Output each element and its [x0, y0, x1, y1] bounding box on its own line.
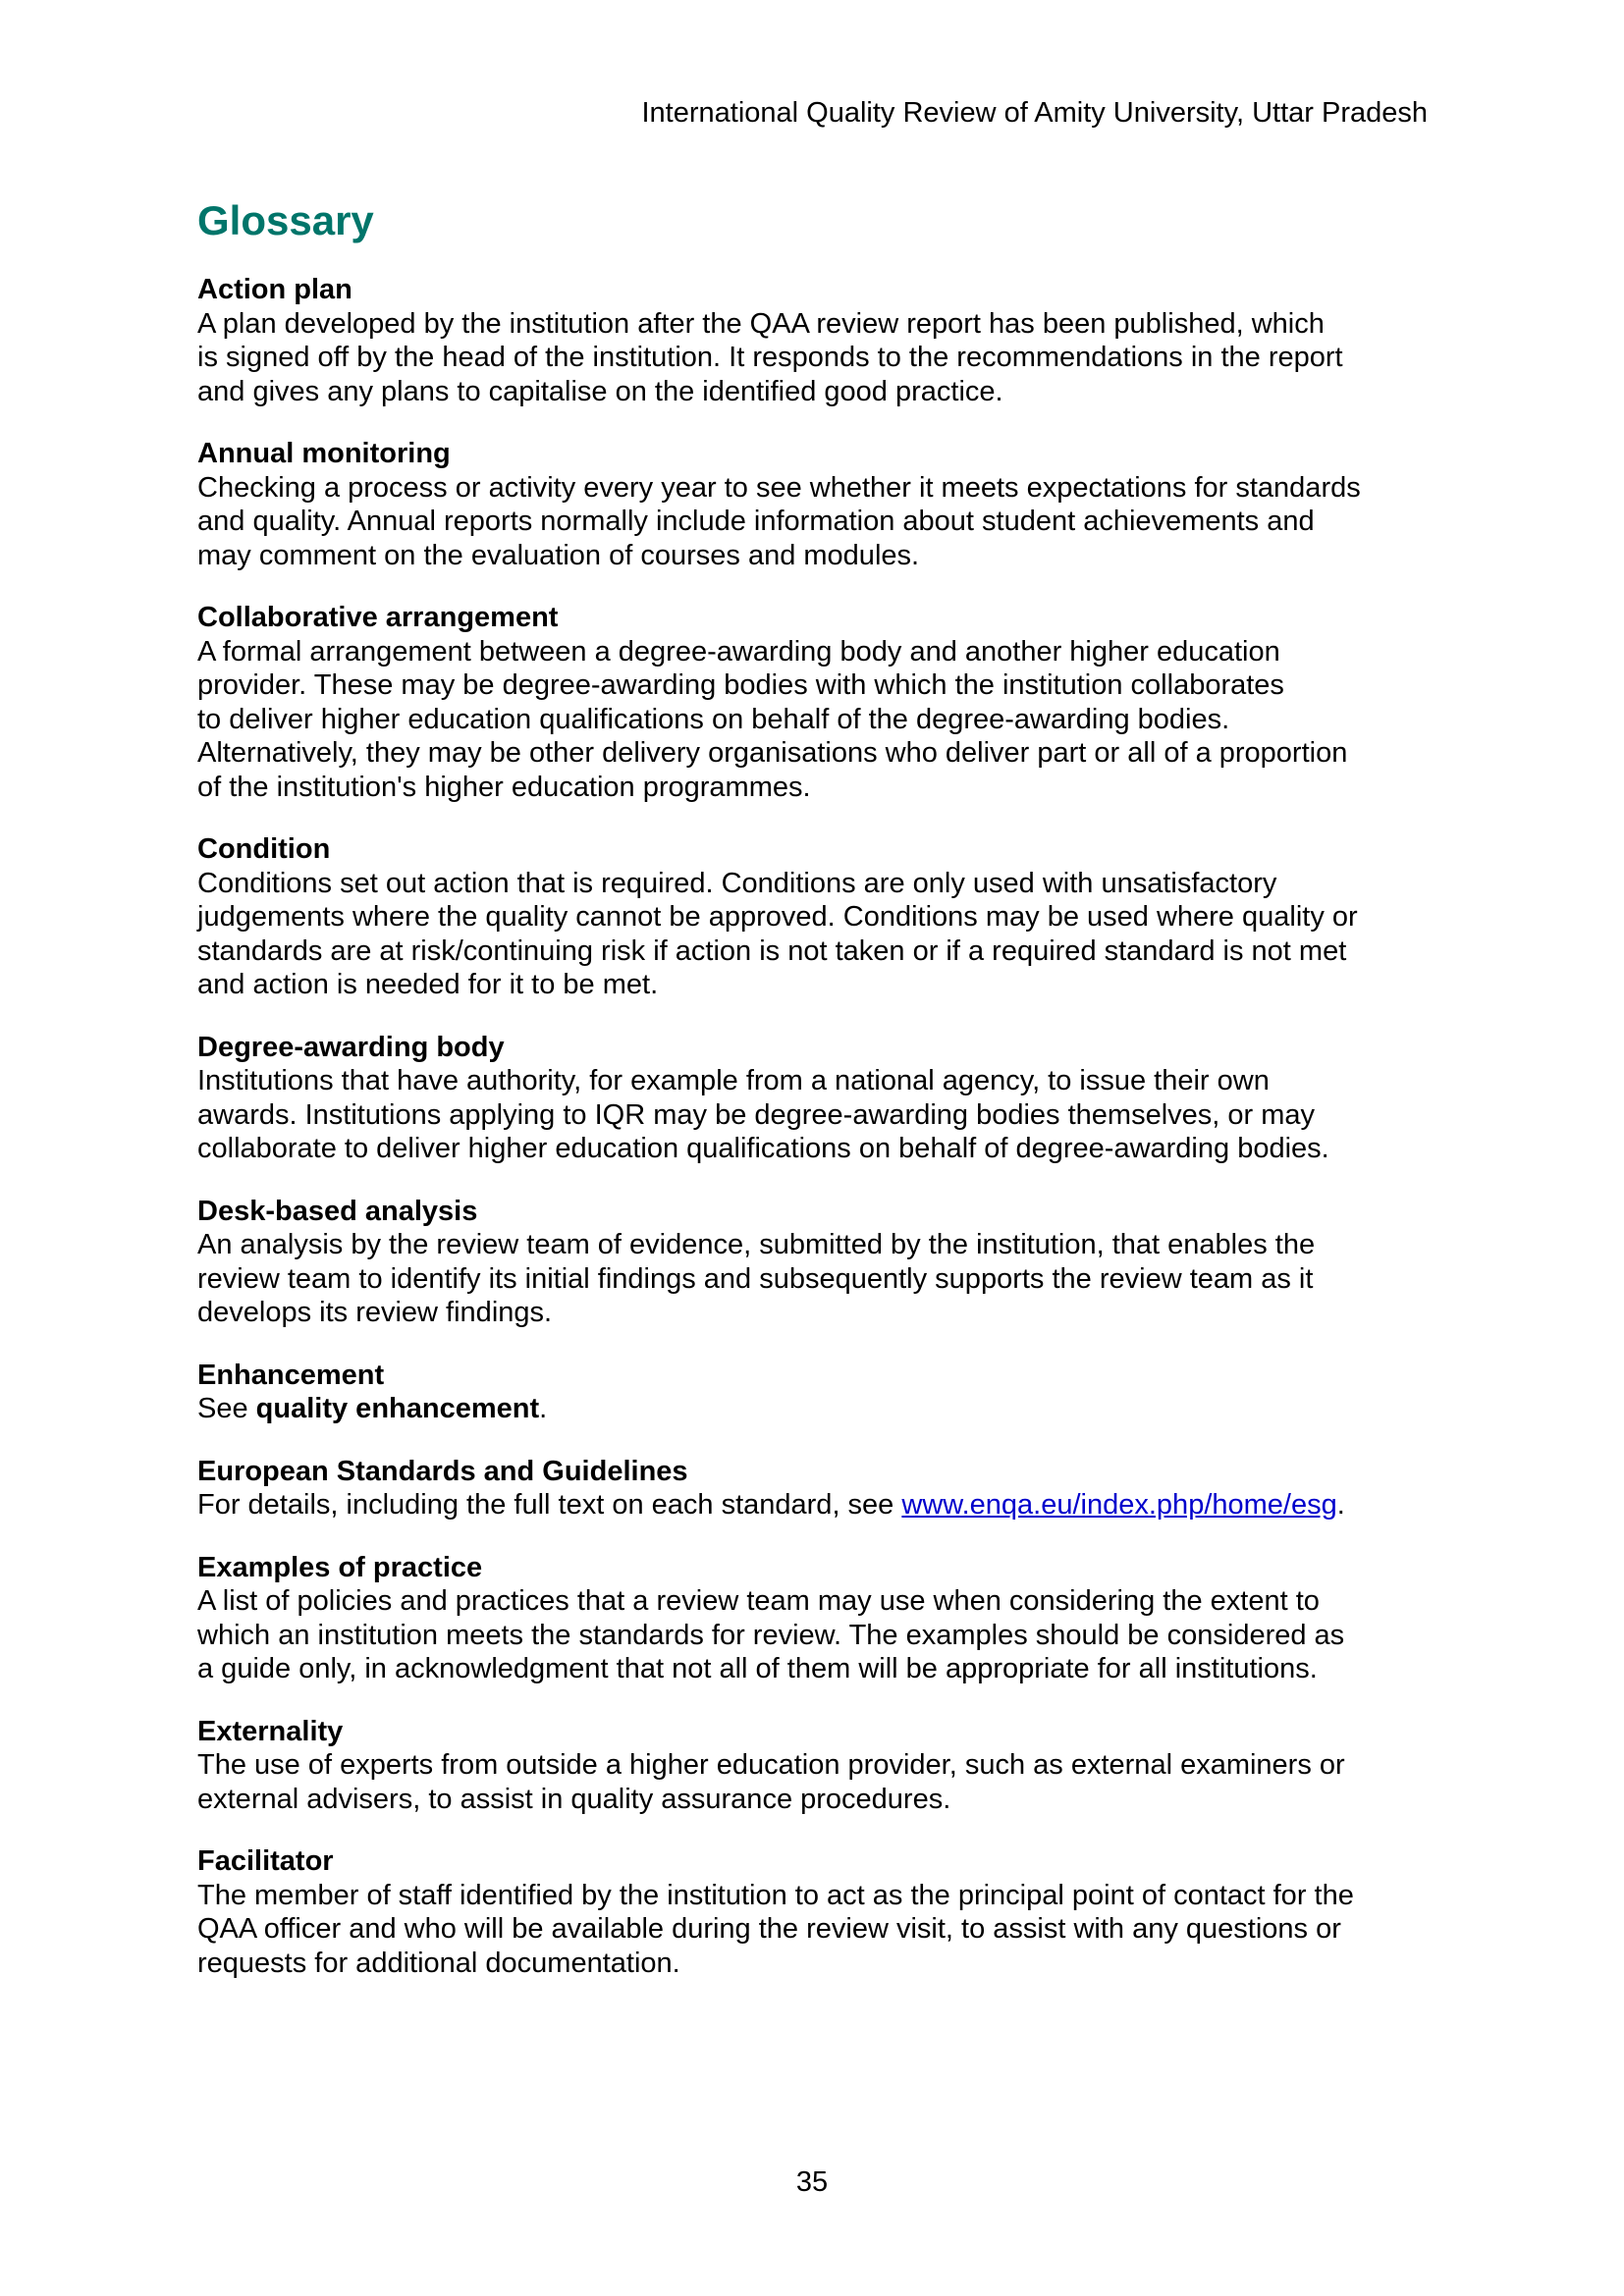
definition-text: See	[197, 1393, 256, 1424]
glossary-term: Enhancement	[197, 1359, 385, 1391]
glossary-definition: The use of experts from outside a higher education provider, such as external examiners or external advisers, to assist in quality assurance procedures.	[197, 1749, 1345, 1815]
glossary-entry-annual-monitoring	[197, 437, 1439, 572]
glossary-content	[197, 196, 1439, 2008]
definition-text: .	[539, 1393, 548, 1424]
glossary-term: Degree-awarding body	[197, 1031, 505, 1063]
glossary-definition: A formal arrangement between a degree-awarding body and another higher education provider. These may be degree-awarding bodies with which the institution collaborates to deliver higher education qualifications on behalf of the degree-awarding bodies. Alternatively, they may be other delivery organisations who deliver part or all of a proportion of the institution's higher education programmes.	[197, 635, 1348, 803]
definition-text: For details, including the full text on each standard, see	[197, 1489, 902, 1521]
glossary-entry-action-plan	[197, 273, 1439, 408]
glossary-entry-examples-of-practice	[197, 1551, 1439, 1686]
running-header: International Quality Review of Amity University, Uttar Pradesh	[641, 97, 1428, 129]
glossary-definition	[197, 1488, 1439, 1522]
glossary-definition: A plan developed by the institution after the QAA review report has been published, which is signed off by the head of the institution. It responds to the recommendations in the report and gives any plans to capitalise on the identified good practice.	[197, 307, 1343, 407]
glossary-definition: Institutions that have authority, for example from a national agency, to issue their own awards. Institutions applying to IQR may be degree-awarding bodies themselves, or may collaborate to deliver higher education qualifications on behalf of degree-awarding bodies.	[197, 1065, 1329, 1164]
definition-text: .	[1336, 1489, 1345, 1521]
page-title: Glossary	[197, 197, 374, 243]
glossary-term: European Standards and Guidelines	[197, 1455, 688, 1487]
glossary-term: Examples of practice	[197, 1551, 483, 1583]
glossary-entry-desk-based-analysis	[197, 1195, 1439, 1330]
glossary-entry-condition	[197, 832, 1439, 1002]
enqa-esg-link[interactable]: www.enqa.eu/index.php/home/esg	[901, 1489, 1337, 1521]
glossary-definition: A list of policies and practices that a review team may use when considering the extent to which an institution meets the standards for review. The examples should be considered as a guide only, in acknowledgment that not all of them will be appropriate for all institutions.	[197, 1585, 1345, 1684]
page-number: 35	[795, 2166, 829, 2198]
glossary-term: Action plan	[197, 274, 352, 305]
glossary-definition: An analysis by the review team of evidence, submitted by the institution, that enables the review team to identify its initial findings and subsequently supports the review team as it develops its review findings.	[197, 1229, 1316, 1328]
glossary-entry-european-standards	[197, 1455, 1439, 1522]
glossary-definition: The member of staff identified by the institution to act as the principal point of contact for the QAA officer and who will be available during the review visit, to assist with any questions or requests for additional documentation.	[197, 1879, 1354, 1979]
glossary-entry-externality	[197, 1715, 1439, 1817]
glossary-entry-enhancement	[197, 1359, 1439, 1426]
glossary-term: Collaborative arrangement	[197, 602, 559, 633]
glossary-term: Facilitator	[197, 1845, 334, 1877]
glossary-entry-collaborative-arrangement	[197, 601, 1439, 804]
glossary-term: Externality	[197, 1715, 344, 1747]
glossary-entry-degree-awarding-body	[197, 1031, 1439, 1166]
cross-reference-term: quality enhancement	[255, 1393, 540, 1424]
glossary-entry-facilitator	[197, 1844, 1439, 1980]
glossary-definition	[197, 1392, 1439, 1426]
glossary-term: Annual monitoring	[197, 438, 451, 469]
glossary-definition: Checking a process or activity every year to see whether it meets expectations for standards and quality. Annual reports normally include information about student achievements and may comment on the evaluation of courses and modules.	[197, 471, 1361, 571]
glossary-definition: Conditions set out action that is required. Conditions are only used with unsatisfactory judgements where the quality cannot be approved. Conditions may be used where quality or standards are at risk/continuing risk if action is not taken or if a required standard is not met and action is needed for it to be met.	[197, 867, 1358, 1000]
glossary-term: Condition	[197, 833, 331, 865]
glossary-term: Desk-based analysis	[197, 1195, 478, 1227]
